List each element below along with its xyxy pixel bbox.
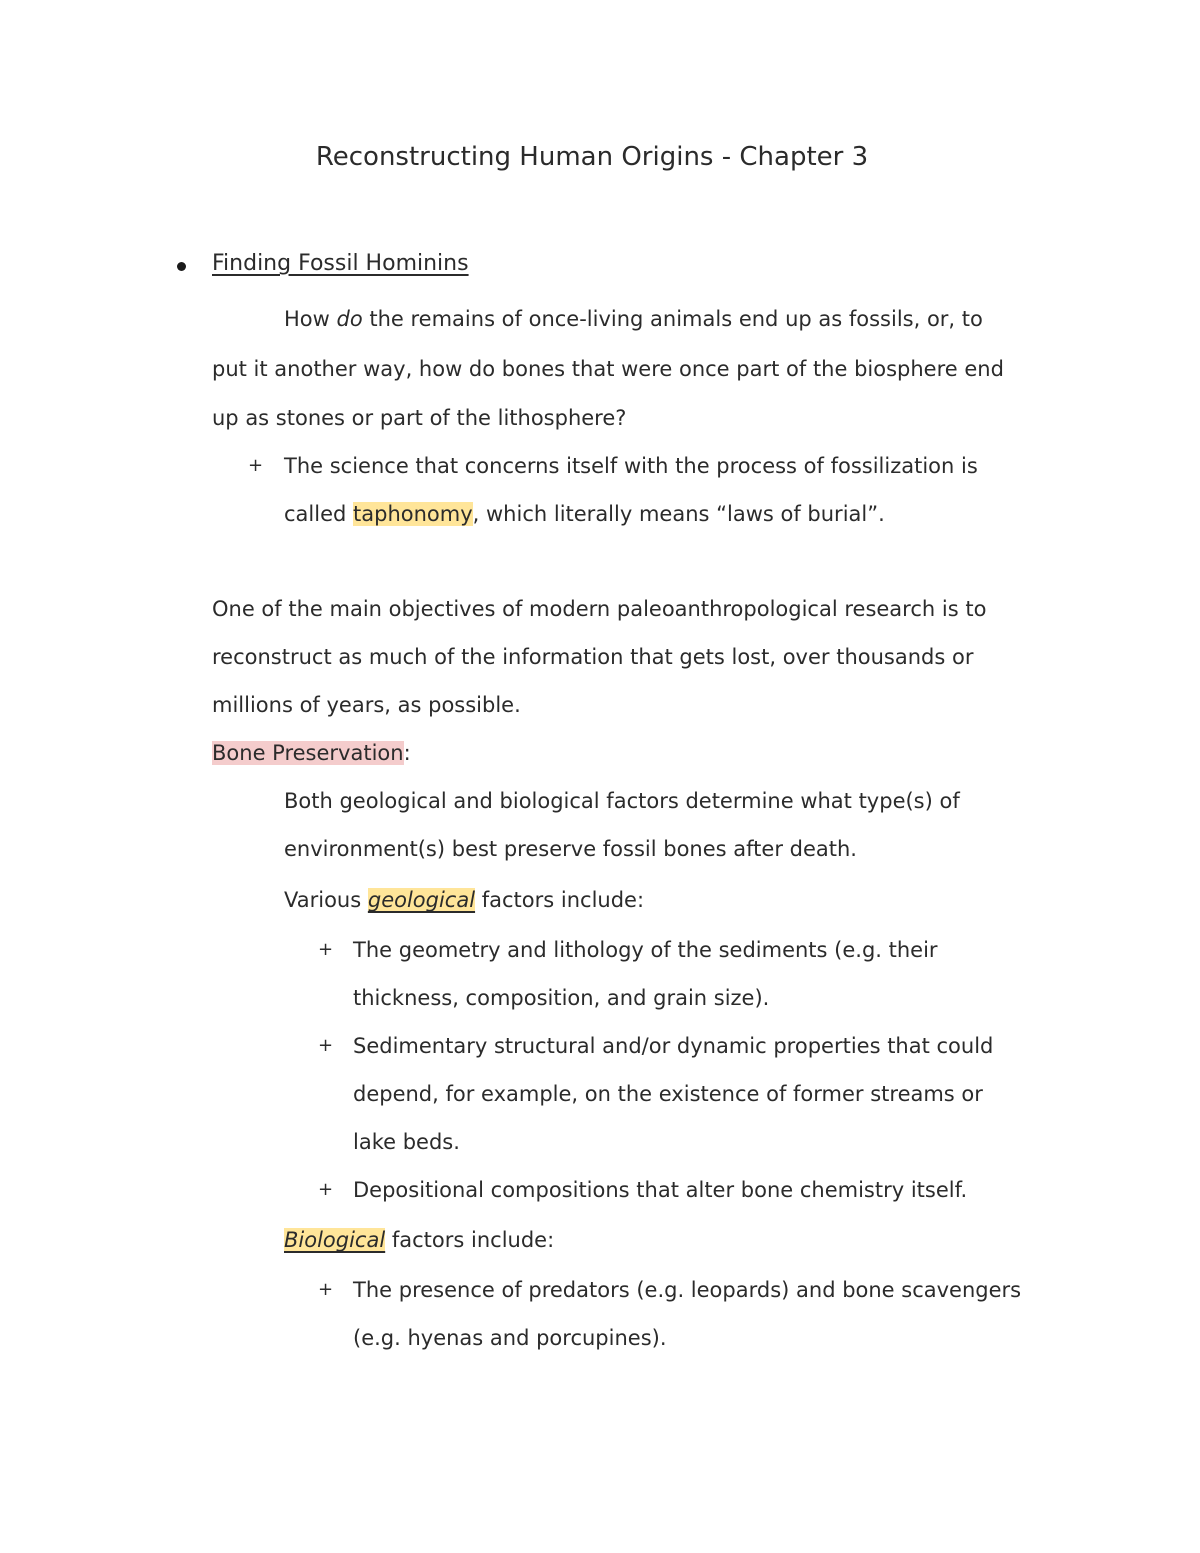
objectives-line-1: One of the main objectives of modern paleoanthropological research is to	[212, 597, 987, 621]
bone-preservation-heading: Bone Preservation:	[212, 741, 411, 765]
geological-item-3-line-1: Depositional compositions that alter bone chemistry itself.	[353, 1178, 968, 1202]
biological-item-1-line-1: The presence of predators (e.g. leopards) and bone scavengers	[353, 1278, 1022, 1302]
page-title: Reconstructing Human Origins - Chapter 3	[315, 142, 869, 172]
objectives-line-3: millions of years, as possible.	[212, 693, 521, 717]
geological-item-1-line-1: The geometry and lithology of the sediments (e.g. their	[353, 938, 938, 962]
geological-item-2-line-2: depend, for example, on the existence of former streams or	[353, 1082, 983, 1106]
taphonomy-line-2: called taphonomy, which literally means “laws of burial”.	[284, 502, 885, 526]
plus-bullet-icon: +	[318, 1035, 334, 1056]
geological-item-1-line-2: thickness, composition, and grain size).	[353, 986, 770, 1010]
intro-line-2: put it another way, how do bones that were once part of the biosphere end	[212, 357, 1004, 381]
biological-item-1-line-2: (e.g. hyenas and porcupines).	[353, 1326, 667, 1350]
intro-line-1: How do the remains of once-living animals end up as fossils, or, to	[284, 307, 983, 331]
bone-preservation-line-1: Both geological and biological factors determine what type(s) of	[284, 789, 960, 813]
biological-highlight: Biological	[284, 1228, 386, 1252]
bone-preservation-highlight: Bone Preservation	[212, 741, 404, 765]
geological-item-2-line-3: lake beds.	[353, 1130, 460, 1154]
geological-heading: Various geological factors include:	[284, 888, 645, 912]
plus-bullet-icon: +	[318, 939, 334, 960]
geological-highlight: geological	[367, 888, 476, 912]
bullet-dot-icon	[177, 262, 186, 271]
taphonomy-line-1: The science that concerns itself with the process of fossilization is	[284, 454, 978, 478]
bone-preservation-line-2: environment(s) best preserve fossil bones after death.	[284, 837, 857, 861]
biological-heading: Biological factors include:	[284, 1228, 555, 1252]
plus-bullet-icon: +	[318, 1179, 334, 1200]
objectives-line-2: reconstruct as much of the information that gets lost, over thousands or	[212, 645, 974, 669]
plus-bullet-icon: +	[318, 1279, 334, 1300]
taphonomy-highlight: taphonomy	[353, 502, 473, 526]
section-heading: Finding Fossil Hominins	[212, 251, 469, 276]
geological-item-2-line-1: Sedimentary structural and/or dynamic properties that could	[353, 1034, 994, 1058]
plus-bullet-icon: +	[248, 455, 264, 476]
intro-line-3: up as stones or part of the lithosphere?	[212, 406, 627, 430]
